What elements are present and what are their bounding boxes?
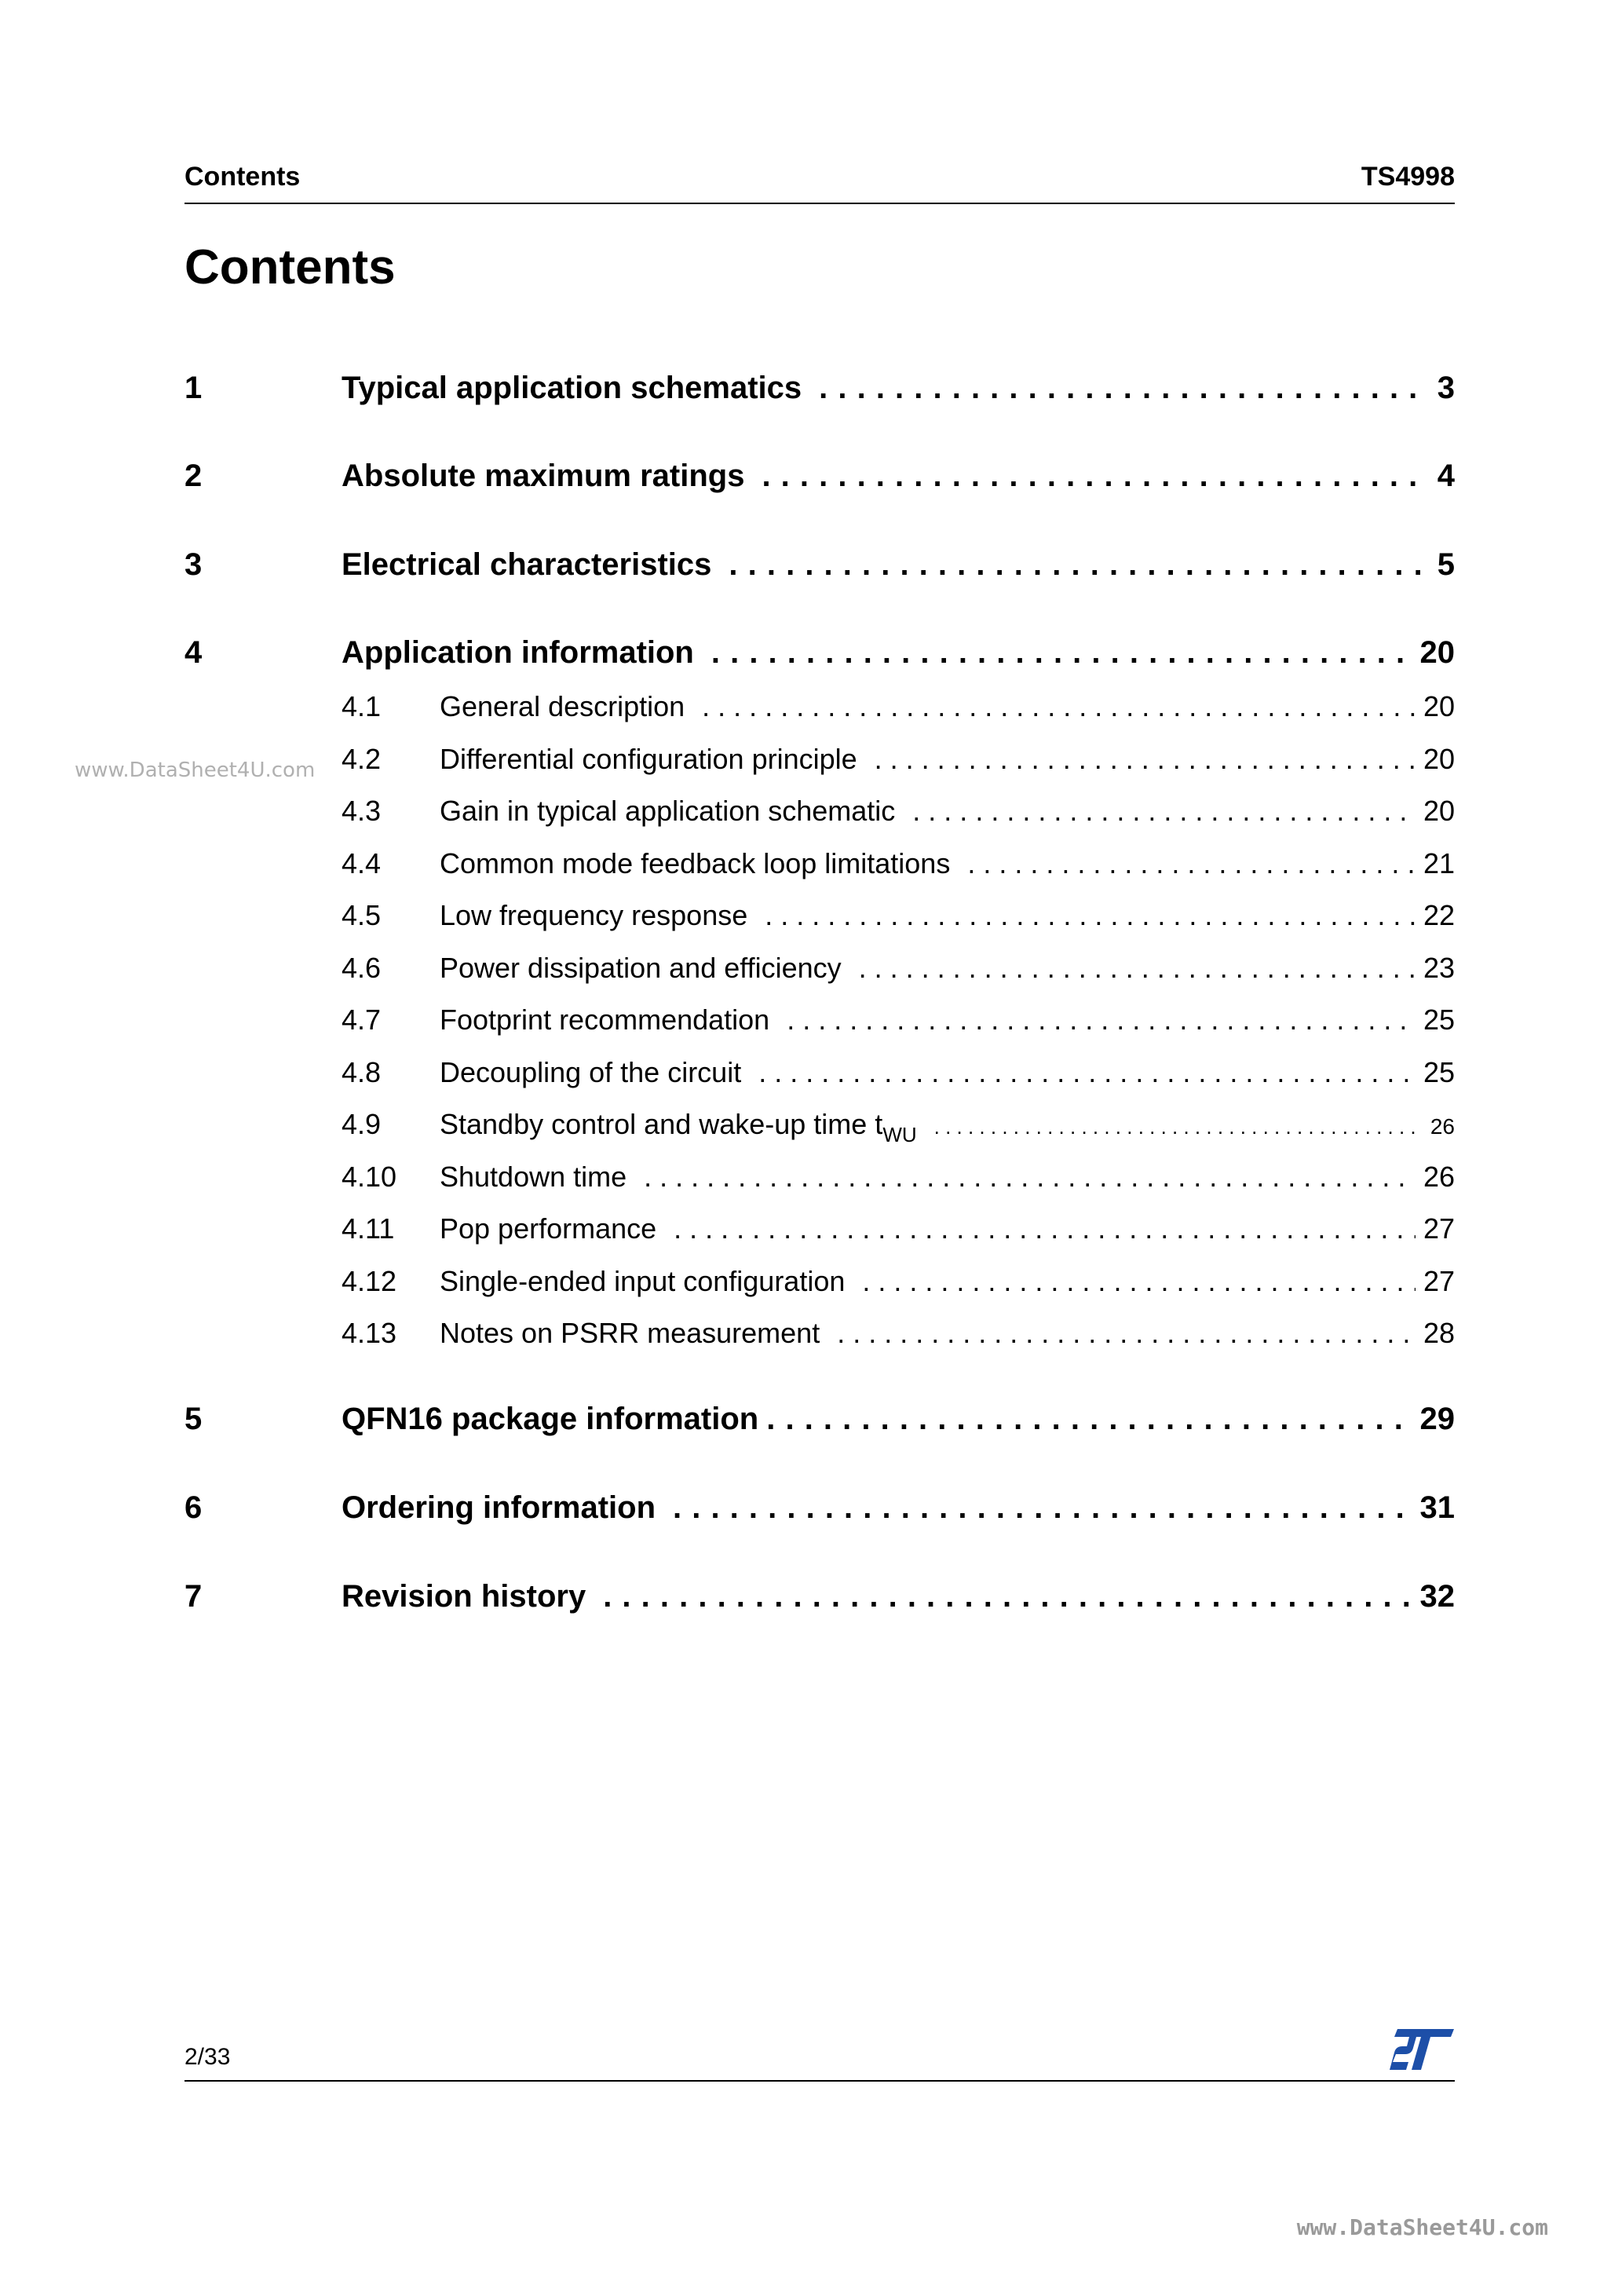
toc-leader (837, 1316, 1416, 1351)
toc-page: 21 (1423, 847, 1455, 879)
toc-title: Shutdown time (440, 1161, 627, 1193)
running-header-section: Contents (184, 162, 301, 192)
toc-title: Common mode feedback loop limitations (440, 847, 951, 879)
toc-leader (674, 1212, 1416, 1246)
toc-number: 7 (184, 1579, 203, 1614)
toc-page: 27 (1423, 1265, 1455, 1297)
toc-number: 2 (184, 459, 203, 493)
toc-page: 4 (1437, 459, 1455, 493)
toc-leader (912, 794, 1416, 828)
toc-page: 25 (1423, 1056, 1455, 1088)
toc-title: Footprint recommendation (440, 1004, 770, 1036)
toc-page: 20 (1423, 690, 1455, 722)
toc-page: 3 (1437, 371, 1455, 405)
toc-title: Absolute maximum ratings (342, 459, 745, 493)
toc-subentry[interactable] (184, 1107, 1455, 1144)
toc-title: General description (440, 690, 685, 722)
toc-title: Gain in typical application schematic (440, 795, 896, 827)
toc-page: 22 (1423, 899, 1455, 931)
toc-entry[interactable] (184, 457, 1455, 495)
toc-subentry[interactable] (184, 1316, 1455, 1351)
toc-subentry[interactable] (184, 1212, 1455, 1246)
st-logo-icon (1390, 2029, 1454, 2070)
watermark-left: www.DataSheet4U.com (75, 759, 316, 782)
toc-number: 4.8 (342, 1056, 382, 1088)
toc-number: 4.4 (342, 847, 382, 879)
toc-title: Application information (342, 635, 694, 670)
toc-number: 4.3 (342, 795, 382, 827)
toc-title: QFN16 package information (342, 1402, 759, 1436)
toc-leader (644, 1160, 1416, 1194)
toc-leader (765, 898, 1416, 933)
toc-title: Low frequency response (440, 899, 748, 931)
toc-entry[interactable] (184, 1400, 1455, 1438)
toc-entry[interactable] (184, 1489, 1455, 1526)
toc-page: 31 (1419, 1490, 1455, 1525)
toc-title: Pop performance (440, 1212, 657, 1245)
toc-leader (673, 1489, 1412, 1526)
running-header-doc-id: TS4998 (1361, 162, 1455, 192)
toc-leader (934, 1110, 1423, 1144)
toc-title: Electrical characteristics (342, 547, 712, 582)
toc-subentry[interactable] (184, 846, 1455, 881)
toc-number: 5 (184, 1402, 203, 1436)
toc-leader (862, 1264, 1416, 1299)
toc-leader (702, 689, 1416, 724)
toc-leader (762, 457, 1429, 495)
toc-number: 4 (184, 635, 203, 670)
toc-number: 6 (184, 1490, 203, 1525)
toc-number: 1 (184, 371, 203, 405)
toc-subentry[interactable] (184, 951, 1455, 985)
toc-subentry[interactable] (184, 794, 1455, 828)
toc-number: 4.13 (342, 1317, 397, 1349)
toc-title: Differential configuration principle (440, 743, 857, 775)
toc-title-main: Standby control and wake-up time t (440, 1108, 883, 1140)
toc-page: 25 (1423, 1004, 1455, 1036)
toc-leader (758, 1055, 1416, 1090)
toc-title: Revision history (342, 1579, 586, 1614)
toc-page: 20 (1419, 635, 1455, 670)
toc-entry[interactable] (184, 546, 1455, 583)
toc-subentry[interactable] (184, 1264, 1455, 1299)
toc-entry[interactable] (184, 369, 1455, 407)
toc-leader (875, 742, 1416, 777)
toc-page: 26 (1423, 1161, 1455, 1193)
toc-leader (729, 546, 1429, 583)
toc-number: 4.1 (342, 690, 382, 722)
toc-number: 4.9 (342, 1108, 382, 1140)
page-number: 2/33 (184, 2044, 231, 2070)
toc-leader (766, 1400, 1412, 1438)
toc-leader (819, 369, 1430, 407)
toc-entry[interactable] (184, 1578, 1455, 1615)
toc-page: 32 (1419, 1579, 1455, 1614)
toc-subentry[interactable] (184, 1055, 1455, 1090)
toc-page: 5 (1437, 547, 1455, 582)
toc-page: 29 (1419, 1402, 1455, 1436)
toc-title (440, 1107, 934, 1144)
toc-number: 3 (184, 547, 203, 582)
toc-leader (787, 1003, 1416, 1037)
toc-title: Single-ended input configuration (440, 1265, 846, 1297)
toc-title: Ordering information (342, 1490, 656, 1525)
toc-leader (967, 846, 1416, 881)
toc-number: 4.5 (342, 899, 382, 931)
toc-subentry[interactable] (184, 898, 1455, 933)
header-rule (184, 203, 1455, 204)
toc-page: 20 (1423, 795, 1455, 827)
toc-subentry[interactable] (184, 742, 1455, 777)
toc-subentry[interactable] (184, 689, 1455, 724)
toc-page: 28 (1423, 1317, 1455, 1349)
toc-number: 4.10 (342, 1161, 397, 1193)
toc-page: 23 (1423, 952, 1455, 984)
toc-page: 26 (1430, 1114, 1455, 1139)
toc-title-subscript: WU (882, 1123, 917, 1144)
toc-leader (711, 634, 1412, 671)
toc-leader (603, 1578, 1412, 1615)
toc-page: 27 (1423, 1212, 1455, 1245)
toc-entry[interactable] (184, 634, 1455, 671)
toc-title: Decoupling of the circuit (440, 1056, 742, 1088)
toc-title: Typical application schematics (342, 371, 802, 405)
toc-number: 4.6 (342, 952, 382, 984)
st-logo-shape (1390, 2029, 1454, 2070)
toc-subentry[interactable] (184, 1160, 1455, 1194)
footer-rule (184, 2080, 1455, 2082)
page-title: Contents (184, 240, 396, 294)
toc-number: 4.7 (342, 1004, 382, 1036)
toc-title: Power dissipation and efficiency (440, 952, 842, 984)
toc-page: 20 (1423, 743, 1455, 775)
watermark-right: www.DataSheet4U.com (1296, 2214, 1548, 2240)
toc-subentry[interactable] (184, 1003, 1455, 1037)
toc-number: 4.2 (342, 743, 382, 775)
toc-title: Notes on PSRR measurement (440, 1317, 820, 1349)
toc-number: 4.11 (342, 1212, 395, 1245)
toc-number: 4.12 (342, 1265, 397, 1297)
toc-leader (859, 951, 1416, 985)
